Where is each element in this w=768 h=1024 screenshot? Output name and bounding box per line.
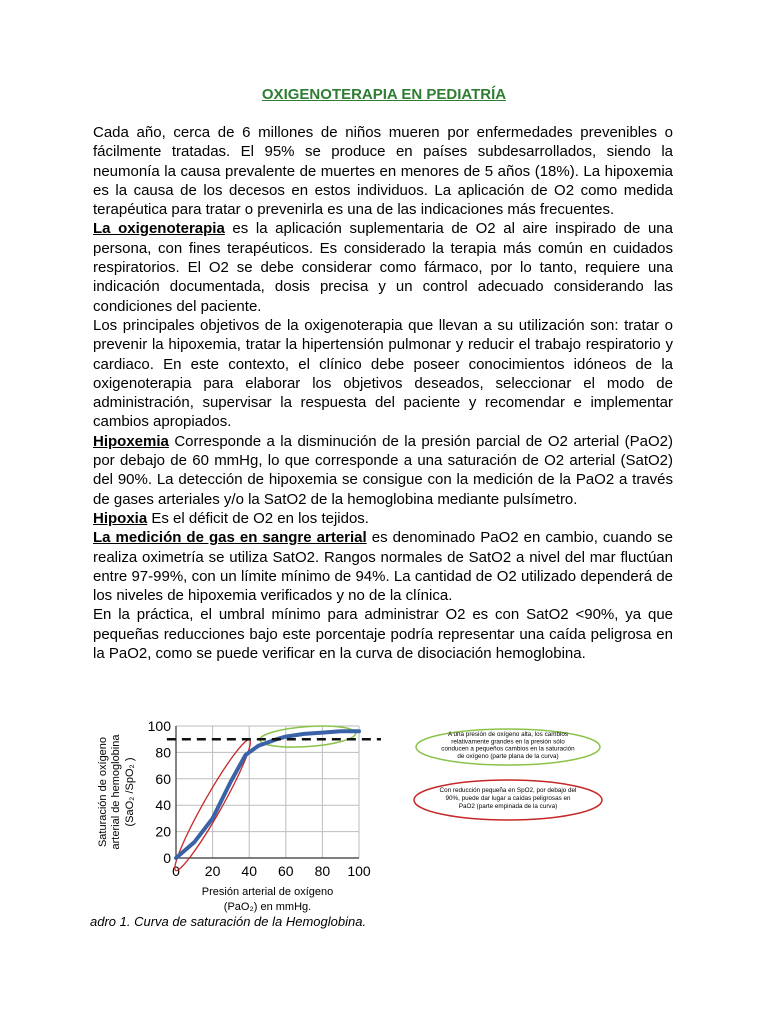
hemoglobin-figure	[90, 712, 680, 932]
body-text	[93, 123, 673, 663]
figure-caption: adro 1. Curva de saturación de la Hemoglobina.	[90, 914, 367, 929]
paragraph-objetivos: Los principales objetivos de la oxigenoterapia que llevan a su utilización son: tratar o prevenir la hipoxemia, tratar la hipertensión pulmonar y reducir el trabajo respiratorio y cardiaco. En este contexto, el clínico debe poseer conocimientos idóneos de la oxigenoterapia para elaborar los objetivos deseados, seleccionar el modo de administración, supervisar la respuesta del paciente y recomendar e implementar cambios apropiados.	[93, 316, 673, 431]
y-tick-label: 80	[155, 744, 171, 761]
x-axis-label: (PaO₂) en mmHg.	[223, 901, 312, 913]
paragraph-text: Es el déficit de O2 en los tejidos.	[147, 509, 369, 527]
x-tick-label: 40	[241, 863, 257, 879]
y-axis-label: arterial de hemoglobina	[110, 734, 122, 850]
y-axis-label: Saturación de oxígeno	[97, 736, 109, 848]
term-hipoxia: Hipoxia	[93, 509, 148, 527]
note-red-line: Con reducción pequeña en SpO2, por debajo del	[439, 787, 577, 794]
paragraph-oxigenoterapia	[93, 219, 673, 315]
note-red-line: 90%, puede dar lugar a caídas peligrosas en	[445, 795, 571, 802]
paragraph-medicion	[93, 528, 673, 605]
y-axis-label: (SaO₂ /SpO₂ )	[124, 757, 136, 827]
x-tick-label: 20	[204, 863, 221, 879]
paragraph-text: es la aplicación suplementaria de O2 al aire inspirado de una persona, con fines terapéuticos. Es considerado la terapia más común en cuidados respiratorios. El O2 se debe considerar como fármaco, por lo tanto, requiere una indicación documentada, dosis precisa y un control adecuado considerando las condiciones del paciente.	[93, 220, 673, 315]
term-medicion-gas: La medición de gas en sangre arterial	[93, 529, 367, 547]
paragraph-text: es denominado PaO2 en cambio, cuando se realiza oximetría se utiliza SatO2. Rangos normales de SatO2 a nivel del mar fluctúan entre 97-99%, con un límite mínimo de 94%. La cantidad de O2 utilizado dependerá de los niveles de hipoxemia verificados y no de la clínica.	[93, 529, 674, 605]
y-tick-label: 20	[155, 823, 171, 840]
x-tick-label: 100	[347, 863, 371, 879]
paragraph-hipoxemia	[93, 432, 673, 509]
note-green-line: relativamente grandes en la presión sólo	[451, 738, 565, 746]
note-red-line: PaO2 (parte empinada de la curva)	[458, 803, 558, 810]
chart-ylabel	[97, 734, 136, 850]
term-oxigenoterapia: La oxigenoterapia	[93, 220, 225, 238]
paragraph-practica: En la práctica, el umbral mínimo para administrar O2 es con SatO2 <90%, ya que pequeñas reducciones bajo este porcentaje podría representar una caída peligrosa en la PaO2, como se puede verificar en la curva de disociación hemoglobina.	[93, 606, 673, 663]
note-green-line: de oxígeno (parte plana de la curva)	[457, 752, 559, 760]
flat-region-ellipse	[259, 723, 356, 750]
term-hipoxemia: Hipoxemia	[93, 432, 169, 450]
y-tick-label: 0	[163, 850, 171, 866]
x-tick-label: 60	[278, 863, 294, 879]
note-green-line: conducen a pequeños cambios en la saturación	[441, 745, 575, 753]
paragraph-hipoxia	[93, 509, 673, 528]
x-tick-label: 80	[314, 863, 331, 879]
paragraph-text: Corresponde a la disminución de la presión parcial de O2 arterial (PaO2) por debajo de 60 mmHg, lo que corresponde a una saturación de O2 arterial (SatO2) del 90%. La detección de hipoxemia se consigue con la medición de la PaO2 a través de gases arteriales y/o la SatO2 de la hemoglobina mediante pulsímetro.	[93, 432, 673, 508]
note-green-line: A una presión de oxígeno alta, los cambios	[447, 731, 569, 738]
saturation-chart	[90, 712, 680, 932]
x-tick-label: 0	[172, 863, 180, 879]
paragraph-intro: Cada año, cerca de 6 millones de niños mueren por enfermedades prevenibles o fácilmente tratadas. El 95% se produce en países subdesarrollados, siendo la neumonía la causa prevalente de muertes en menores de 5 años (18%). La hipoxemia es la causa de los decesos en estos individuos. La aplicación de O2 como medida terapéutica para tratar o prevenirla es una de las indicaciones más frecuentes.	[93, 124, 673, 219]
y-tick-label: 40	[155, 797, 171, 814]
y-tick-label: 100	[147, 718, 171, 734]
chart-xlabel	[202, 886, 333, 913]
x-axis-label: Presión arterial de oxígeno	[201, 886, 334, 898]
y-tick-label: 60	[155, 770, 171, 787]
page-title: OXIGENOTERAPIA EN PEDIATRÍA	[261, 86, 507, 103]
chart-notes	[414, 729, 602, 820]
